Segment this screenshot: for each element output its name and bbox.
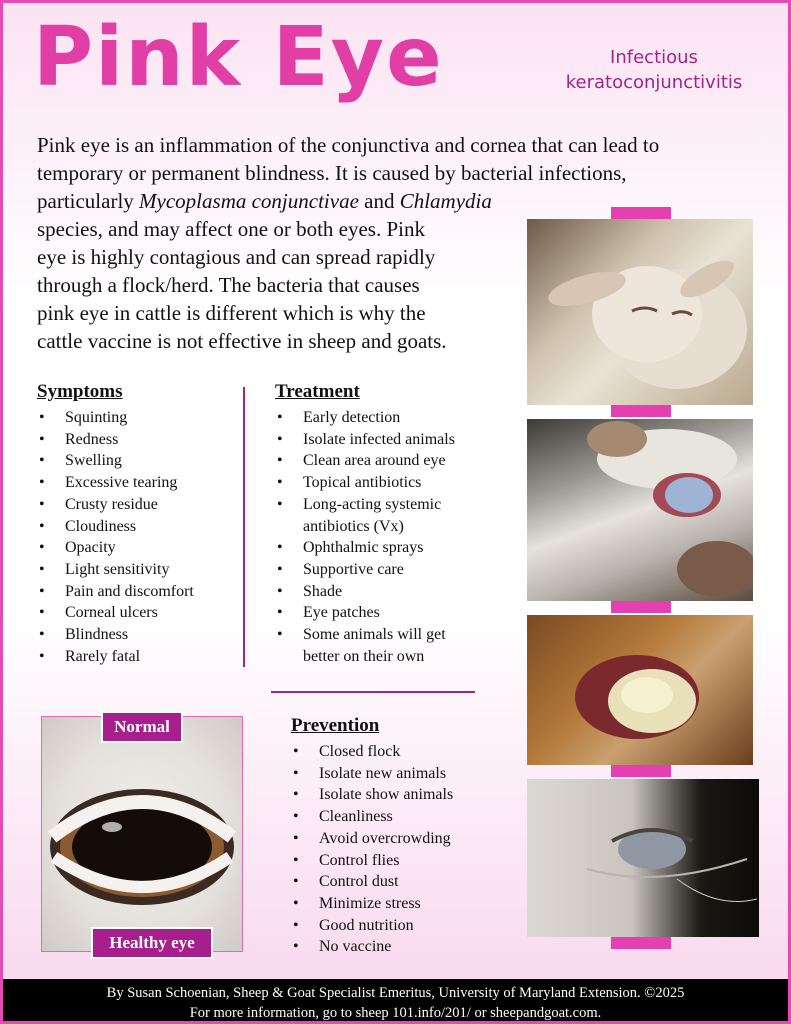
- column-divider: [243, 387, 245, 667]
- photo-tab: [611, 937, 671, 949]
- normal-eye-photo: [41, 716, 243, 952]
- list-item: • Control dust: [291, 871, 511, 893]
- list-item: • Supportive care: [275, 559, 515, 581]
- prevention-section: [291, 715, 511, 958]
- photo-tab: [611, 207, 671, 219]
- treatment-list: [275, 407, 515, 667]
- list-item: • Opacity: [37, 537, 237, 559]
- list-item: • Corneal ulcers: [37, 602, 237, 624]
- page-subtitle: [549, 45, 759, 95]
- list-item: • Closed flock: [291, 741, 511, 763]
- list-item: • Light sensitivity: [37, 559, 237, 581]
- normal-label: Normal: [101, 711, 183, 743]
- list-item: • Isolate infected animals: [275, 429, 515, 451]
- symptoms-section: [37, 381, 237, 667]
- treatment-heading: Treatment: [275, 381, 360, 402]
- list-item: • Eye patches: [275, 602, 515, 624]
- list-item: • Avoid overcrowding: [291, 828, 511, 850]
- intro-text: and: [358, 189, 400, 213]
- footer-info: For more information, go to sheep 101.info/201/ or sheepandgoat.com.: [189, 1005, 602, 1021]
- list-item: • Rarely fatal: [37, 646, 237, 668]
- list-item: • Control flies: [291, 850, 511, 872]
- list-item: • Shade: [275, 581, 515, 603]
- list-item: • Cloudiness: [37, 516, 237, 538]
- healthy-eye-label: Healthy eye: [91, 927, 213, 959]
- subtitle-line-2: keratoconjunctivitis: [565, 72, 743, 94]
- ulcer-eye-icon: [527, 615, 753, 765]
- ulcerated-eye-photo: [527, 615, 753, 765]
- page-title: Pink Eye: [33, 10, 444, 105]
- intro-line: through a flock/herd. The bacteria that causes: [37, 273, 420, 297]
- list-item: • Good nutrition: [291, 915, 511, 937]
- footer-credit: By Susan Schoenian, Sheep & Goat Specialist Emeritus, University of Maryland Extension. ©2025: [106, 985, 685, 1001]
- list-item: • Squinting: [37, 407, 237, 429]
- species-name: Chlamydia: [399, 189, 492, 213]
- section-divider: [271, 691, 475, 693]
- prevention-heading: Prevention: [291, 715, 380, 736]
- list-item: • Isolate show animals: [291, 784, 511, 806]
- list-item: • No vaccine: [291, 936, 511, 958]
- subtitle-line-1: Infectious: [610, 47, 698, 68]
- list-item: • Clean area around eye: [275, 450, 515, 472]
- intro-line: species, and may affect one or both eyes. Pink: [37, 217, 425, 241]
- closed-eye-photo: [527, 779, 759, 937]
- intro-line: Pink eye is an inflammation of the conjunctiva and cornea that can lead to: [37, 133, 660, 157]
- list-item: • Excessive tearing: [37, 472, 237, 494]
- list-item: • Minimize stress: [291, 893, 511, 915]
- healthy-eye-icon: [42, 717, 242, 951]
- list-item: • Long-acting systemic antibiotics (Vx): [275, 494, 483, 537]
- intro-text: particularly: [37, 189, 140, 213]
- cloudy-eye-photo: [527, 419, 753, 601]
- list-item: • Swelling: [37, 450, 237, 472]
- prevention-list: [291, 741, 511, 958]
- list-item: • Blindness: [37, 624, 237, 646]
- intro-line: temporary or permanent blindness. It is caused by bacterial infections,: [37, 161, 627, 185]
- list-item: • Redness: [37, 429, 237, 451]
- symptoms-heading: Symptoms: [37, 381, 123, 402]
- photo-tab: [611, 405, 671, 417]
- footer: [3, 979, 788, 1024]
- photo-tab: [611, 601, 671, 613]
- cloudy-eye-icon: [527, 419, 753, 601]
- sheep-icon: [527, 219, 753, 405]
- list-item: • Crusty residue: [37, 494, 237, 516]
- list-item: • Early detection: [275, 407, 515, 429]
- list-item: • Topical antibiotics: [275, 472, 515, 494]
- intro-line: eye is highly contagious and can spread rapidly: [37, 245, 436, 269]
- list-item: • Some animals will get better on their own: [275, 624, 483, 667]
- list-item: • Ophthalmic sprays: [275, 537, 515, 559]
- list-item: • Pain and discomfort: [37, 581, 237, 603]
- intro-line: pink eye in cattle is different which is why the: [37, 301, 426, 325]
- species-name: Mycoplasma conjunctivae: [139, 189, 359, 213]
- sheep-pink-eye-photo: [527, 219, 753, 405]
- symptoms-list: [37, 407, 237, 667]
- treatment-section: [275, 381, 515, 667]
- list-item: • Isolate new animals: [291, 763, 511, 785]
- intro-line: cattle vaccine is not effective in sheep and goats.: [37, 329, 447, 353]
- list-item: • Cleanliness: [291, 806, 511, 828]
- closed-eye-icon: [527, 779, 759, 937]
- photo-tab: [611, 765, 671, 777]
